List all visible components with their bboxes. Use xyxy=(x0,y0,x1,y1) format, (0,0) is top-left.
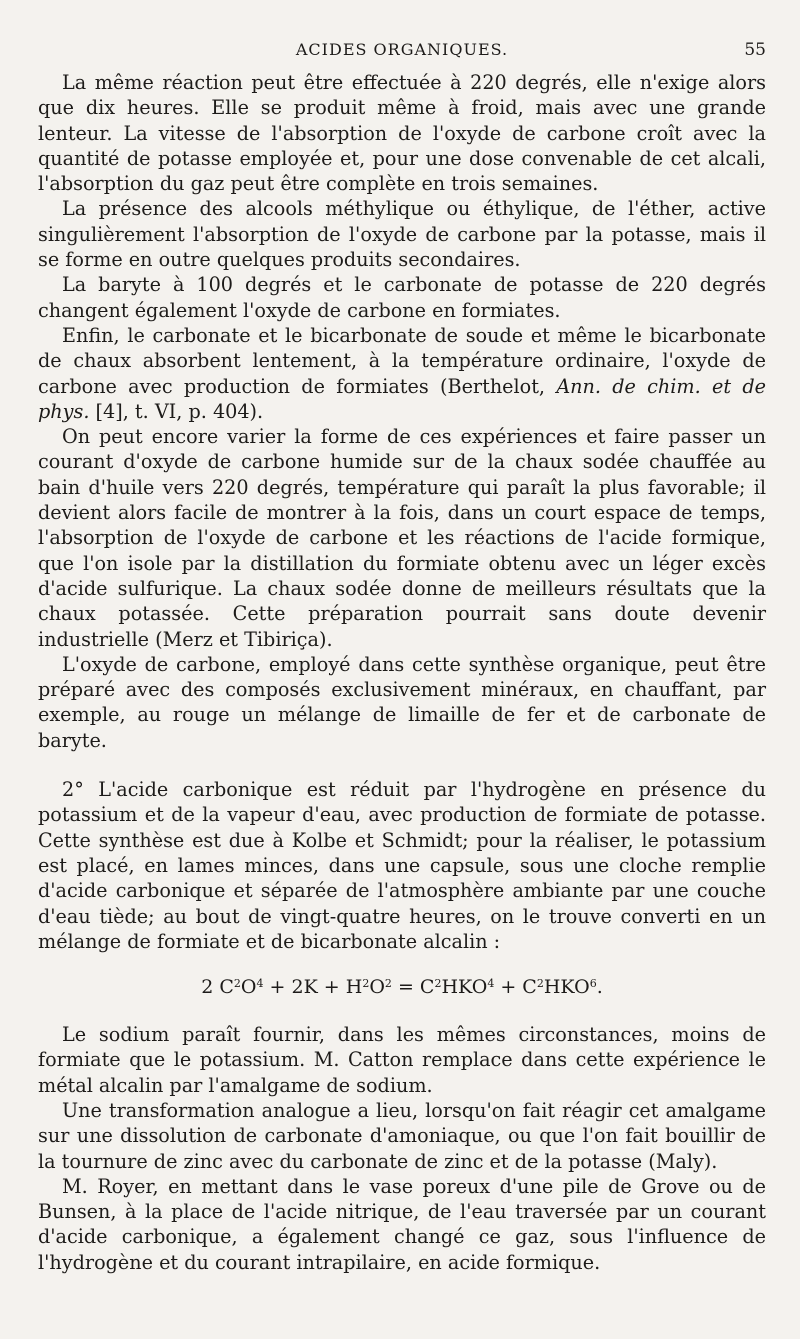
paragraph-oxyde: L'oxyde de carbone, employé dans cette synthèse organique, peut être préparé avec des composés exclusivement minéraux, en chauffant, par exemple, au rouge un mélange de limaille de fer et de carbonate de baryte. xyxy=(38,652,766,752)
enfin-text: Enfin, le carbonate et le bicarbonate de soude et même le bicarbonate de chaux absorbent lentement, à la température ordinaire, l'oxyde de carbone avec production de formiates (Berthelot, xyxy=(38,323,766,398)
paragraph-reaction-220: La même réaction peut être effectuée à 220 degrés, elle n'exige alors que dix heures. Elle se produit même à froid, mais avec une grande lenteur. La vitesse de l'absorption de l'oxyde de carbone croît avec la quantité de potasse employée et, pour une dose convenable de cet alcali, l'absorption du gaz peut être complète en trois semaines. xyxy=(38,71,766,196)
page-body xyxy=(38,70,766,1275)
chemical-equation: 2 $C^2O^4 + 2K + H^2O^2 = C^2HKO^4 + C^2HKO^6$. xyxy=(201,976,603,999)
running-title: ACIDES ORGANIQUES. xyxy=(295,40,509,59)
page-header xyxy=(38,40,766,68)
paragraph-transformation: Une transformation analogue a lieu, lorsqu'on fait réagir cet amalgame sur une dissolution de carbonate d'amoniaque, ou que l'on fait bouillir de la tournure de zinc avec du carbonate de zinc et de la potasse (Maly). xyxy=(38,1098,766,1173)
page-number: 55 xyxy=(744,40,766,60)
paragraph-royer: M. Royer, en mettant dans le vase poreux d'une pile de Grove ou de Bunsen, à la place de l'acide nitrique, de l'eau traversée par un courant d'acide carbonique, a également changé ce gaz, sous l'influence de l'hydrogène et du courant intrapilaire, en acide formique. xyxy=(38,1174,766,1274)
paragraph-experiences: On peut encore varier la forme de ces expériences et faire passer un courant d'oxyde de carbone humide sur de la chaux sodée chauffée au bain d'huile vers 220 degrés, température qui paraît la plus favorable; il devient alors facile de montrer à la fois, dans un court espace de temps, l'absorption de l'oxyde de carbone et les réactions de l'acide formique, que l'on isole par la distillation du formiate obtenu avec un léger excès d'acide sulfurique. La chaux sodée donne de meilleurs résultats que la chaux potassée. Cette préparation pourrait sans doute devenir industrielle (Merz et Tibiriça). xyxy=(38,425,766,651)
paragraph-alcools: La présence des alcools méthylique ou éthylique, de l'éther, active singulièrement l'absorption de l'oxyde de carbone par la potasse, mais il se forme en outre quelques produits secondaires. xyxy=(38,197,766,272)
enfin-text-end: [4], t. VI, p. 404). xyxy=(89,399,264,423)
journal-citation: Ann. de chim. et de phys. xyxy=(38,374,766,423)
paragraph-baryte: La baryte à 100 degrés et le carbonate de potasse de 220 degrés changent également l'oxyde de carbone en formiates. xyxy=(38,273,766,322)
paragraph-sodium: Le sodium paraît fournir, dans les mêmes circonstances, moins de formiate que le potassium. M. Catton remplace dans cette expérience le métal alcalin par l'amalgame de sodium. xyxy=(38,1023,766,1097)
paragraph-section-2: 2° L'acide carbonique est réduit par l'hydrogène en présence du potassium et de la vapeur d'eau, avec production de formiate de potasse. Cette synthèse est due à Kolbe et Schmidt; pour la réaliser, le potassium est placé, en lames minces, dans une capsule, sous une cloche remplie d'acide carbonique et séparée de l'atmosphère ambiante par une couche d'eau tiède; au bout de vingt-quatre heures, on le trouve converti en un mélange de formiate et de bicarbonate alcalin : xyxy=(38,778,766,953)
paragraph-enfin xyxy=(38,323,766,424)
